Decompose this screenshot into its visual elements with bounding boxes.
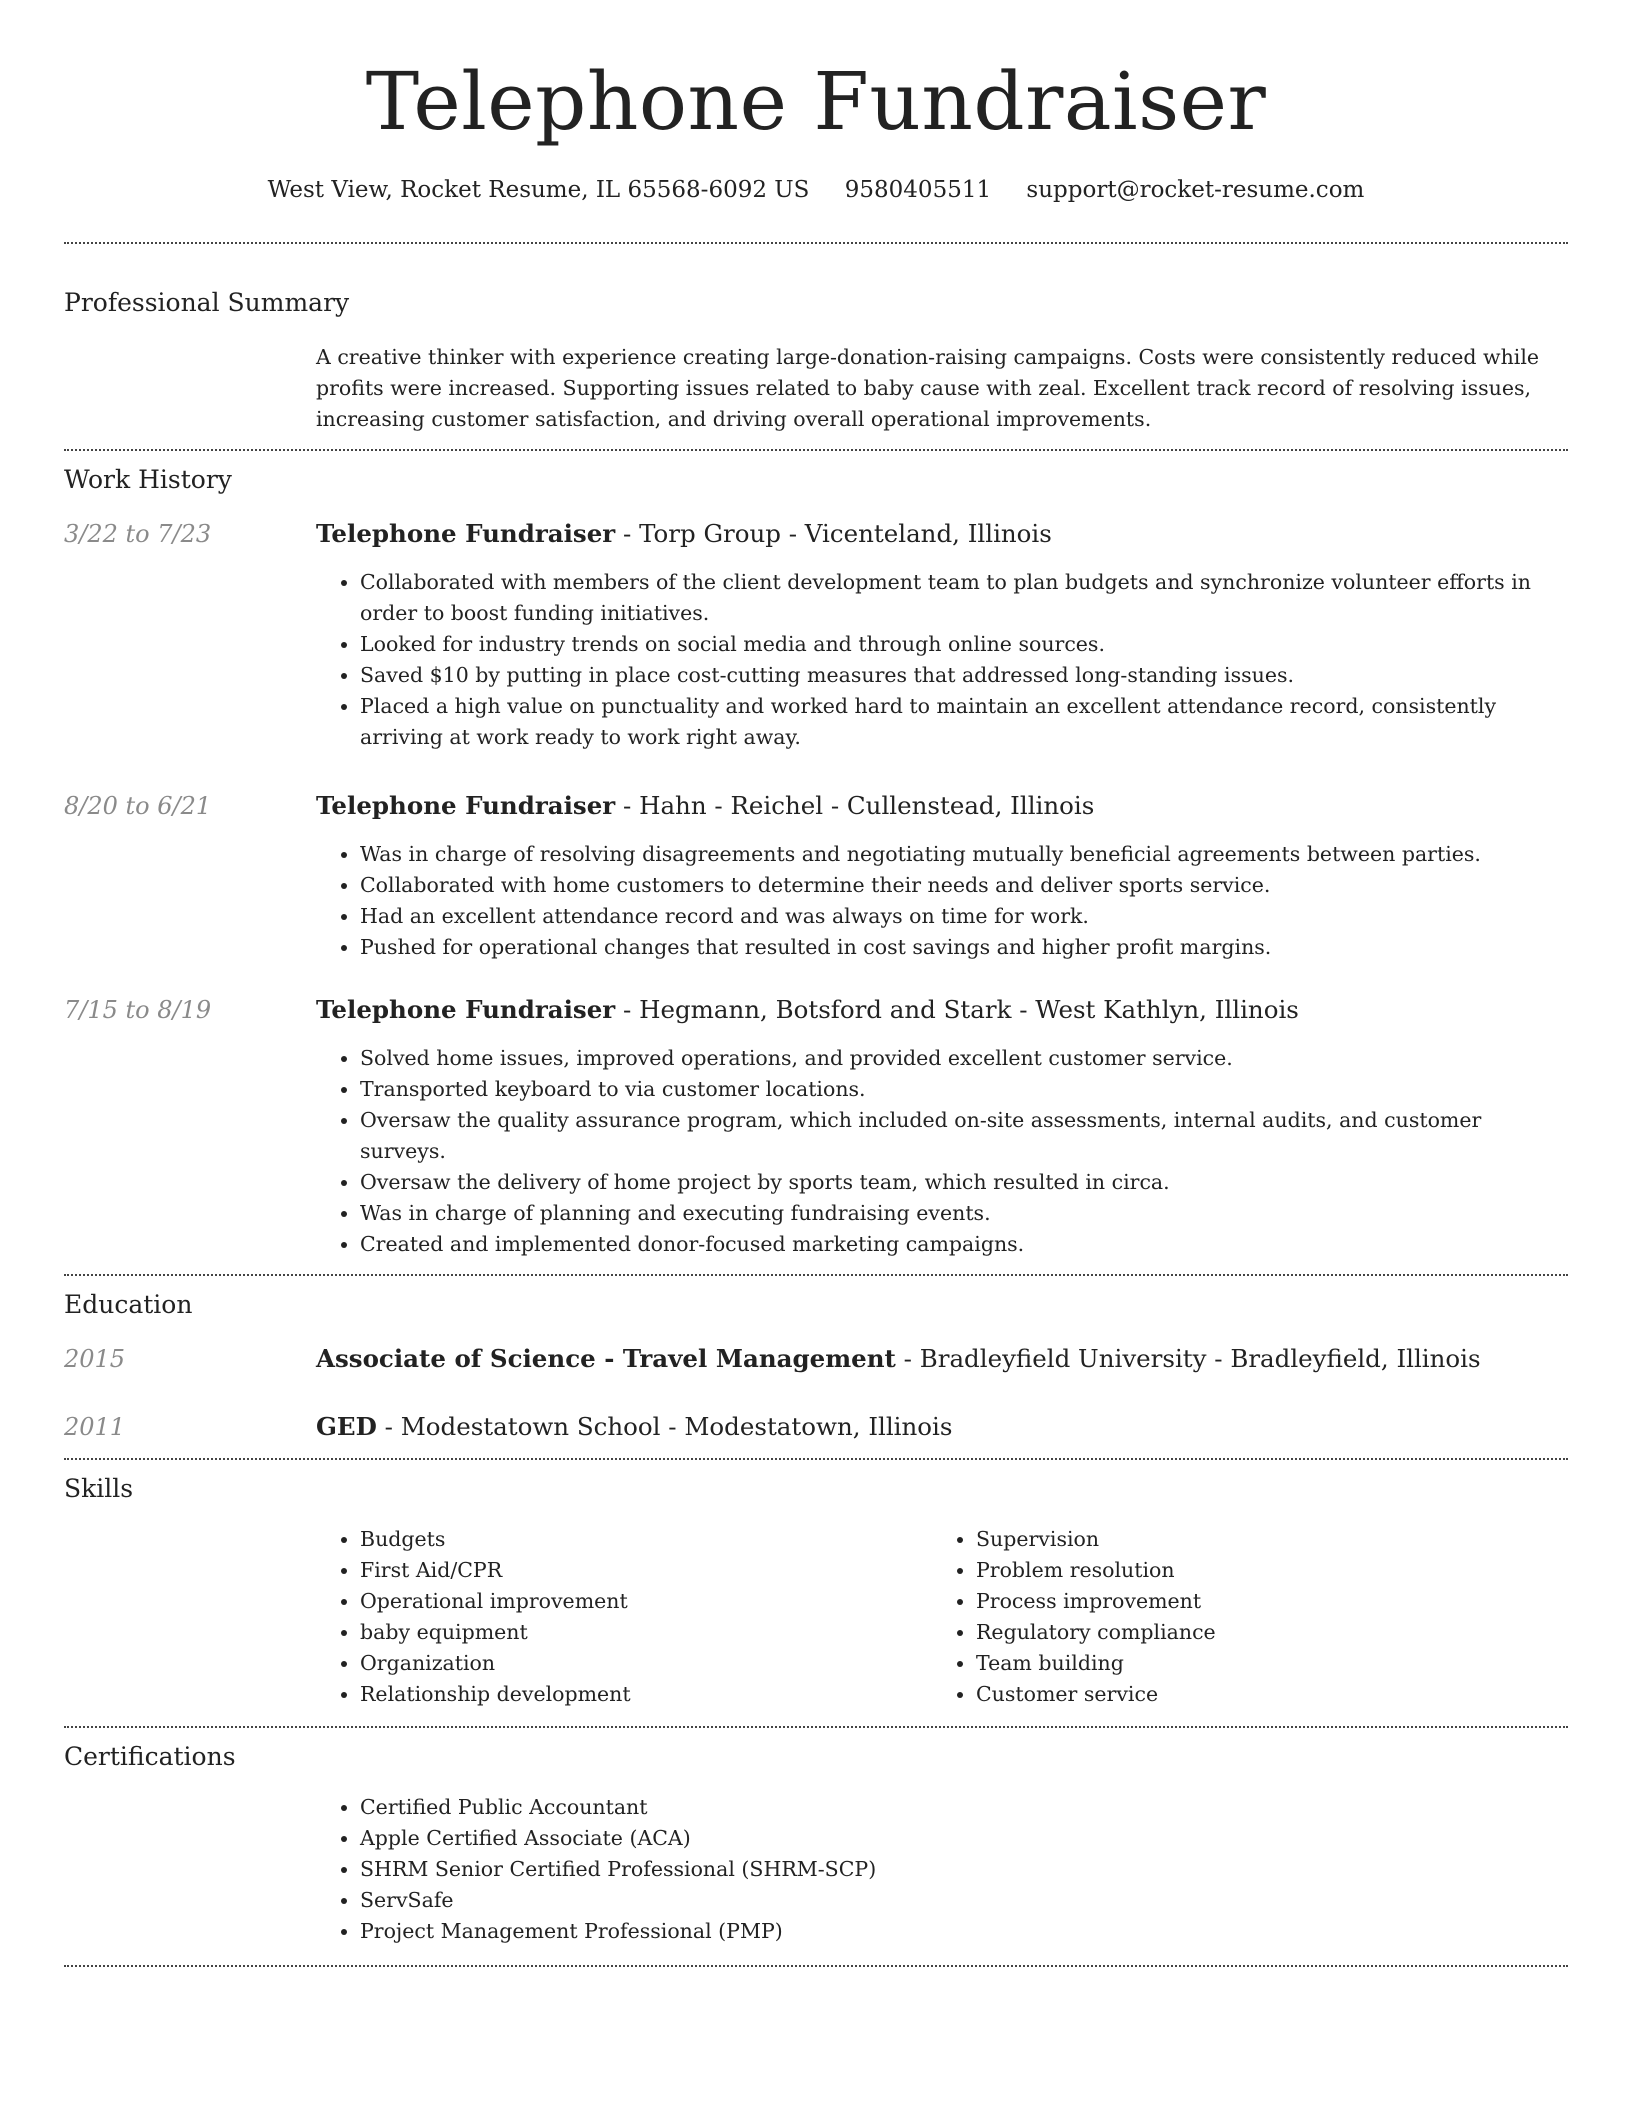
skills-list xyxy=(932,1524,1548,1710)
job-dates: 3/22 to 7/23 xyxy=(64,520,212,548)
job-bullet: • Collaborated with members of the client development team to plan budgets and synchronize volunteer efforts in order to boost funding initiatives. xyxy=(360,567,1568,629)
skill-item: • Organization xyxy=(360,1648,932,1679)
job-bullet: • Created and implemented donor-focused marketing campaigns. xyxy=(360,1229,1568,1260)
certification-item: • Certified Public Accountant xyxy=(360,1792,1568,1823)
skills-columns xyxy=(316,1524,1568,1710)
skill-item: • Team building xyxy=(976,1648,1548,1679)
skills-column-right xyxy=(932,1524,1548,1710)
summary-text: A creative thinker with experience creating large-donation-raising campaigns. Costs were consistently reduced while profits were increased. Supporting issues related to baby cause with zeal. Excellent track record of resolving issues, increasing customer satisfaction, and driving overall operational improvements. xyxy=(316,345,1540,431)
job-bullet: • Pushed for operational changes that resulted in cost savings and higher profit margins. xyxy=(360,932,1568,963)
education-section xyxy=(64,1276,1568,1458)
skill-item: • Customer service xyxy=(976,1679,1548,1710)
education-line xyxy=(316,1410,1568,1444)
job-bullet: • Placed a high value on punctuality and worked hard to maintain an excellent attendance record, consistently arriving at work ready to work right away. xyxy=(360,691,1568,753)
job-bullets xyxy=(316,1043,1568,1260)
job-entry xyxy=(64,789,1568,963)
job-bullets xyxy=(316,567,1568,753)
job-entry xyxy=(64,993,1568,1260)
skill-item: • First Aid/CPR xyxy=(360,1555,932,1586)
skill-item: • Relationship development xyxy=(360,1679,932,1710)
job-bullet: • Collaborated with home customers to determine their needs and deliver sports service. xyxy=(360,870,1568,901)
education-entry xyxy=(64,1342,1568,1376)
job-dates: 7/15 to 8/19 xyxy=(64,996,212,1024)
job-bullet: • Solved home issues, improved operations, and provided excellent customer service. xyxy=(360,1043,1568,1074)
education-degree: GED xyxy=(316,1412,377,1441)
skill-item: • Problem resolution xyxy=(976,1555,1548,1586)
resume-header xyxy=(64,0,1568,206)
divider xyxy=(64,1965,1568,1967)
skills-section xyxy=(64,1460,1568,1726)
skill-item: • Regulatory compliance xyxy=(976,1617,1548,1648)
job-bullet: • Oversaw the quality assurance program, which included on-site assessments, internal audits, and customer surveys. xyxy=(360,1105,1568,1167)
job-bullet: • Transported keyboard to via customer locations. xyxy=(360,1074,1568,1105)
certification-item: • SHRM Senior Certified Professional (SHRM-SCP) xyxy=(360,1854,1568,1885)
job-bullet: • Was in charge of planning and executing fundraising events. xyxy=(360,1198,1568,1229)
certification-item: • ServSafe xyxy=(360,1885,1568,1916)
education-year: 2011 xyxy=(64,1413,126,1441)
skill-item: • Process improvement xyxy=(976,1586,1548,1617)
skill-item: • Budgets xyxy=(360,1524,932,1555)
contact-address: West View, Rocket Resume, IL 65568-6092 US xyxy=(267,177,810,203)
certification-item: • Apple Certified Associate (ACA) xyxy=(360,1823,1568,1854)
job-role: Telephone Fundraiser xyxy=(316,995,616,1024)
skills-title: Skills xyxy=(64,1474,134,1503)
certifications-list xyxy=(316,1792,1568,1947)
candidate-name: Telephone Fundraiser xyxy=(365,55,1267,148)
certification-item: • Project Management Professional (PMP) xyxy=(360,1916,1568,1947)
skill-item: • Supervision xyxy=(976,1524,1548,1555)
job-role: Telephone Fundraiser xyxy=(316,791,616,820)
skills-column-left xyxy=(316,1524,932,1710)
education-degree: Associate of Science - Travel Management xyxy=(316,1344,896,1373)
education-title: Education xyxy=(64,1290,193,1319)
education-details: - Modestatown School - Modestatown, Illinois xyxy=(376,1412,953,1441)
job-details: - Torp Group - Vicenteland, Illinois xyxy=(615,519,1052,548)
job-details: - Hahn - Reichel - Cullenstead, Illinois xyxy=(615,791,1095,820)
education-line xyxy=(316,1342,1568,1376)
certifications-section xyxy=(64,1728,1568,1965)
job-bullet: • Saved $10 by putting in place cost-cutting measures that addressed long-standing issues. xyxy=(360,660,1568,691)
certifications-title: Certifications xyxy=(64,1742,236,1771)
skill-item: • baby equipment xyxy=(360,1617,932,1648)
job-bullet: • Oversaw the delivery of home project by sports team, which resulted in circa. xyxy=(360,1167,1568,1198)
job-title-line xyxy=(316,517,1568,551)
summary-section xyxy=(64,244,1568,449)
job-bullet: • Had an excellent attendance record and was always on time for work. xyxy=(360,901,1568,932)
contact-phone: 9580405511 xyxy=(844,177,992,203)
job-bullet: • Looked for industry trends on social media and through online sources. xyxy=(360,629,1568,660)
job-role: Telephone Fundraiser xyxy=(316,519,616,548)
work-history-section xyxy=(64,451,1568,1274)
contact-line xyxy=(64,174,1568,206)
education-entry xyxy=(64,1410,1568,1444)
job-bullets xyxy=(316,839,1568,963)
job-dates: 8/20 to 6/21 xyxy=(64,792,212,820)
summary-title: Professional Summary xyxy=(64,288,350,317)
job-bullet: • Was in charge of resolving disagreements and negotiating mutually beneficial agreements between parties. xyxy=(360,839,1568,870)
job-title-line xyxy=(316,789,1568,823)
skills-list xyxy=(316,1524,932,1710)
education-details: - Bradleyfield University - Bradleyfield, Illinois xyxy=(895,1344,1481,1373)
skill-item: • Operational improvement xyxy=(360,1586,932,1617)
job-entry xyxy=(64,517,1568,753)
work-history-title: Work History xyxy=(64,465,232,494)
job-title-line xyxy=(316,993,1568,1027)
education-year: 2015 xyxy=(64,1345,126,1373)
contact-email: support@rocket-resume.com xyxy=(1026,177,1365,203)
job-details: - Hegmann, Botsford and Stark - West Kathlyn, Illinois xyxy=(615,995,1299,1024)
